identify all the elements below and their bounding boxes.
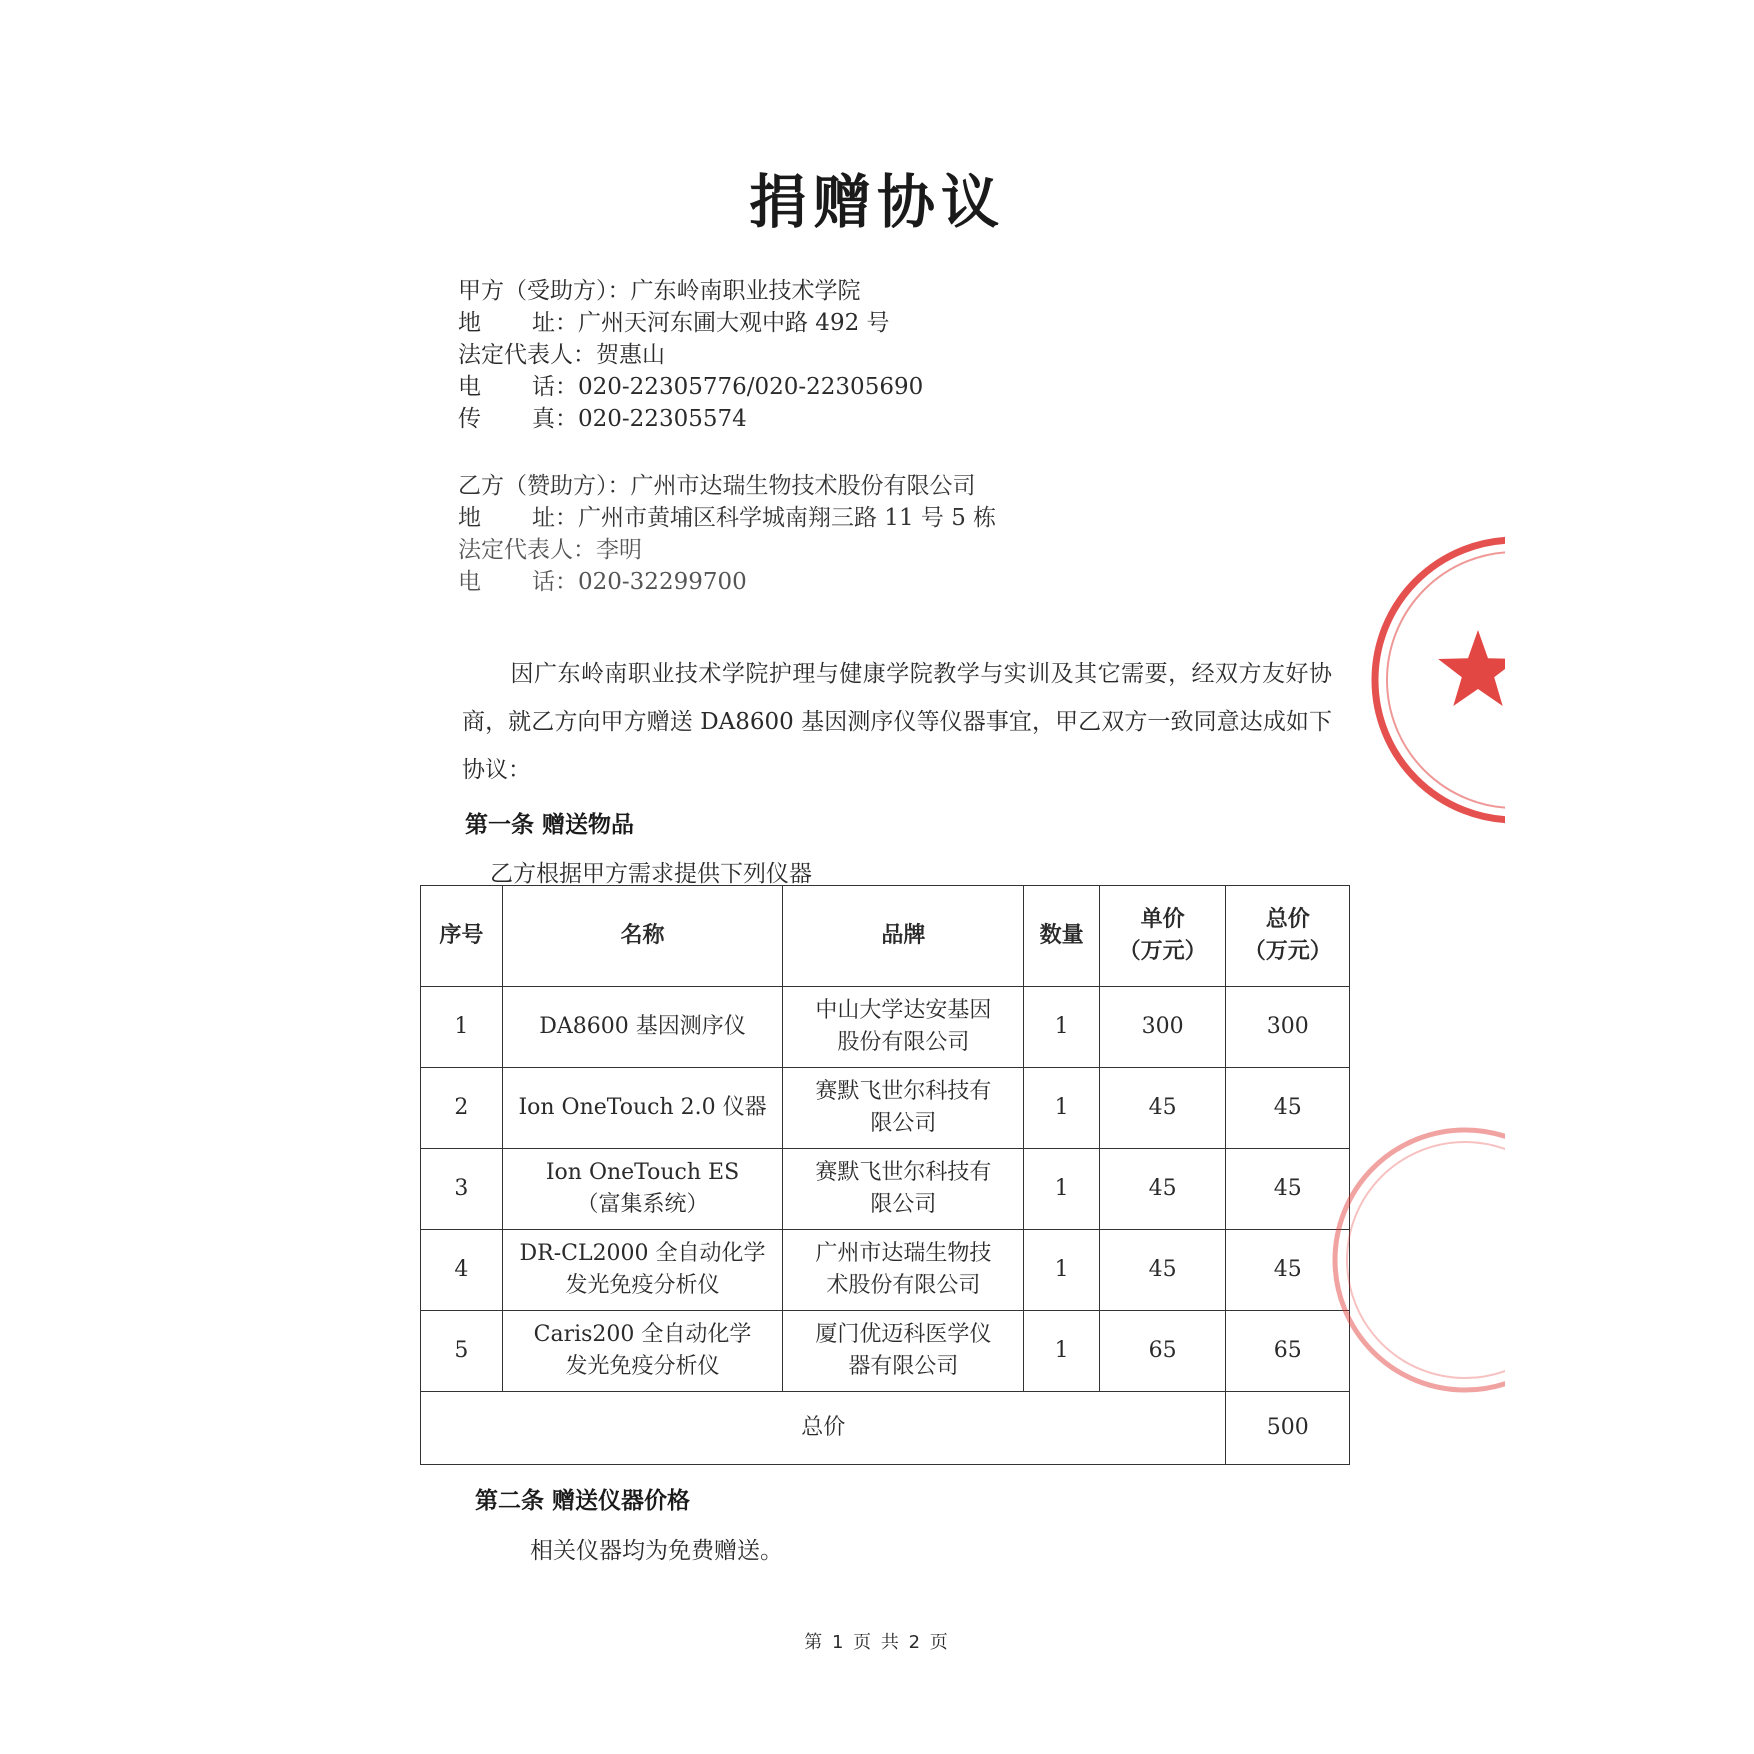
header-unit-price-line1: 单价 [1140, 907, 1185, 932]
header-name: 名称 [502, 886, 783, 987]
cell-name-line: Ion OneTouch ES [545, 1160, 740, 1185]
party-a-address [458, 307, 923, 339]
party-b-heading [458, 470, 996, 502]
party-a-name: 广东岭南职业技术学院 [630, 278, 861, 304]
label-part: 话： [532, 569, 578, 595]
label-part: 电 [458, 374, 481, 400]
party-b-tel-value: 020-32299700 [578, 569, 747, 595]
header-no: 序号 [421, 886, 503, 987]
cell-name-line: （富集系统） [576, 1192, 709, 1217]
cell-name [502, 1230, 783, 1311]
cell-brand-line: 厦门优迈科医学仪 [815, 1322, 992, 1347]
cell-unit-price-line: 45 [1148, 1257, 1177, 1282]
cell-qty-line: 1 [1054, 1338, 1069, 1363]
cell-qty-line: 1 [1054, 1095, 1069, 1120]
cell-qty-line: 1 [1054, 1257, 1069, 1282]
intro-paragraph [462, 650, 1332, 794]
company-seal-ring [1335, 1130, 1595, 1390]
cell-brand-line: 限公司 [870, 1192, 937, 1217]
cell-qty [1024, 1068, 1100, 1149]
party-b-block [458, 470, 996, 598]
document-title: 捐赠协议 [748, 168, 1005, 236]
table-row [421, 1068, 1350, 1149]
party-a-rep [458, 339, 923, 371]
school-seal-star-icon [1438, 630, 1518, 706]
section2-body: 相关仪器均为免费赠送。 [530, 1538, 783, 1564]
header-total-price-line2: （万元） [1243, 939, 1332, 964]
label-part: 址： [532, 505, 578, 531]
total-value: 500 [1226, 1392, 1350, 1465]
party-b-tel [458, 566, 996, 598]
cell-brand-line: 中山大学达安基因 [815, 998, 992, 1023]
party-a-rep-value: 贺惠山 [596, 342, 665, 368]
cell-name [502, 1311, 783, 1392]
cell-unit-price-line: 300 [1141, 1014, 1184, 1039]
cell-qty [1024, 1230, 1100, 1311]
cell-name [502, 1068, 783, 1149]
cell-brand [783, 1149, 1024, 1230]
intro-text: 因广东岭南职业技术学院护理与健康学院教学与实训及其它需要，经双方友好协商，就乙方向甲方赠送 DA8600 基因测序仪等仪器事宜，甲乙双方一致同意达成如下协议： [462, 661, 1332, 783]
party-b-rep [458, 534, 996, 566]
cell-brand [783, 1311, 1024, 1392]
cell-no-line: 5 [454, 1338, 469, 1363]
party-a-address-label [458, 307, 578, 339]
party-b-address-label [458, 502, 578, 534]
cell-total-price-line: 45 [1273, 1095, 1302, 1120]
cell-brand-line: 术股份有限公司 [826, 1273, 981, 1298]
cell-no-line: 1 [454, 1014, 469, 1039]
party-a-heading-label: 甲方（受助方）： [458, 278, 631, 304]
cell-no [421, 1068, 503, 1149]
page-footer: 第 1 页 共 2 页 [804, 1632, 950, 1653]
cell-qty [1024, 987, 1100, 1068]
cell-total-price-line: 65 [1273, 1338, 1302, 1363]
party-b-tel-label [458, 566, 578, 598]
header-unit-price-line2: （万元） [1118, 939, 1207, 964]
cell-brand-line: 股份有限公司 [837, 1030, 970, 1055]
label-part: 话： [532, 374, 578, 400]
party-b-rep-value: 李明 [596, 537, 642, 563]
label-part: 址： [532, 310, 578, 336]
cell-no-line: 2 [454, 1095, 469, 1120]
section1-intro: 乙方根据甲方需求提供下列仪器 [490, 861, 812, 887]
cell-no [421, 1230, 503, 1311]
cell-no-line: 4 [454, 1257, 469, 1282]
cell-unit-price-line: 45 [1148, 1176, 1177, 1201]
cell-name-line: 发光免疫分析仪 [565, 1354, 720, 1379]
label-part: 地 [458, 505, 481, 531]
cell-unit-price-line: 45 [1148, 1095, 1177, 1120]
cell-total-price [1226, 1230, 1350, 1311]
party-b-rep-label: 法定代表人： [458, 537, 596, 563]
donation-items-table [420, 885, 1350, 1465]
party-a-fax-value: 020-22305574 [578, 406, 747, 432]
party-a-fax [458, 403, 923, 435]
cell-name-line: DA8600 基因测序仪 [539, 1014, 746, 1039]
table-header-row [421, 886, 1350, 987]
cell-brand-line: 广州市达瑞生物技 [815, 1241, 992, 1266]
label-part: 电 [458, 569, 481, 595]
cell-brand [783, 1230, 1024, 1311]
cell-total-price [1226, 1068, 1350, 1149]
cell-qty-line: 1 [1054, 1176, 1069, 1201]
party-b-address-value: 广州市黄埔区科学城南翔三路 11 号 5 栋 [578, 505, 997, 531]
table-row [421, 1149, 1350, 1230]
label-part: 传 [458, 406, 481, 432]
cell-name [502, 1149, 783, 1230]
cell-qty [1024, 1149, 1100, 1230]
party-a-heading [458, 275, 923, 307]
cell-qty-line: 1 [1054, 1014, 1069, 1039]
cell-name-line: 发光免疫分析仪 [565, 1273, 720, 1298]
cell-qty [1024, 1311, 1100, 1392]
header-total-price-line1: 总价 [1265, 907, 1310, 932]
section1-title: 第一条 赠送物品 [465, 812, 635, 838]
cell-brand [783, 987, 1024, 1068]
cell-brand-line: 赛默飞世尔科技有 [815, 1079, 992, 1104]
cell-unit-price-line: 65 [1148, 1338, 1177, 1363]
table-row [421, 1230, 1350, 1311]
cell-total-price-line: 45 [1273, 1257, 1302, 1282]
cell-brand-line: 赛默飞世尔科技有 [815, 1160, 992, 1185]
cell-name-line: Ion OneTouch 2.0 仪器 [518, 1095, 767, 1120]
school-seal-inner-ring [1387, 552, 1643, 808]
header-qty: 数量 [1024, 886, 1100, 987]
total-label: 总价 [421, 1392, 1226, 1465]
party-a-block [458, 275, 923, 435]
cell-name-line: DR-CL2000 全自动化学 [519, 1241, 766, 1266]
party-a-tel [458, 371, 923, 403]
label-part: 真： [532, 406, 578, 432]
cell-total-price [1226, 1149, 1350, 1230]
header-brand: 品牌 [783, 886, 1024, 987]
cell-brand [783, 1068, 1024, 1149]
cell-no-line: 3 [454, 1176, 469, 1201]
cell-unit-price [1099, 987, 1226, 1068]
school-seal-ring [1375, 540, 1655, 820]
cell-total-price-line: 45 [1273, 1176, 1302, 1201]
table-total-row [421, 1392, 1350, 1465]
party-b-heading-label: 乙方（赞助方）： [458, 473, 631, 499]
header-unit-price [1099, 886, 1226, 987]
party-a-tel-value: 020-22305776/020-22305690 [578, 374, 924, 400]
cell-name-line: Caris200 全自动化学 [533, 1322, 752, 1347]
cell-unit-price [1099, 1149, 1226, 1230]
cell-unit-price [1099, 1230, 1226, 1311]
party-a-rep-label: 法定代表人： [458, 342, 596, 368]
cell-total-price [1226, 1311, 1350, 1392]
company-seal-inner-ring [1347, 1142, 1583, 1378]
section2-title: 第二条 赠送仪器价格 [475, 1488, 691, 1514]
cell-unit-price [1099, 1068, 1226, 1149]
party-a-tel-label [458, 371, 578, 403]
cell-no [421, 1149, 503, 1230]
cell-no [421, 1311, 503, 1392]
party-b-address [458, 502, 996, 534]
header-total-price [1226, 886, 1350, 987]
party-a-address-value: 广州天河东圃大观中路 492 号 [578, 310, 890, 336]
table-row [421, 1311, 1350, 1392]
cell-total-price [1226, 987, 1350, 1068]
cell-no [421, 987, 503, 1068]
label-part: 地 [458, 310, 481, 336]
party-b-name: 广州市达瑞生物技术股份有限公司 [630, 473, 976, 499]
party-a-fax-label [458, 403, 578, 435]
cell-brand-line: 器有限公司 [848, 1354, 959, 1379]
cell-unit-price [1099, 1311, 1226, 1392]
cell-name [502, 987, 783, 1068]
table-row [421, 987, 1350, 1068]
cell-brand-line: 限公司 [870, 1111, 937, 1136]
cell-total-price-line: 300 [1266, 1014, 1309, 1039]
